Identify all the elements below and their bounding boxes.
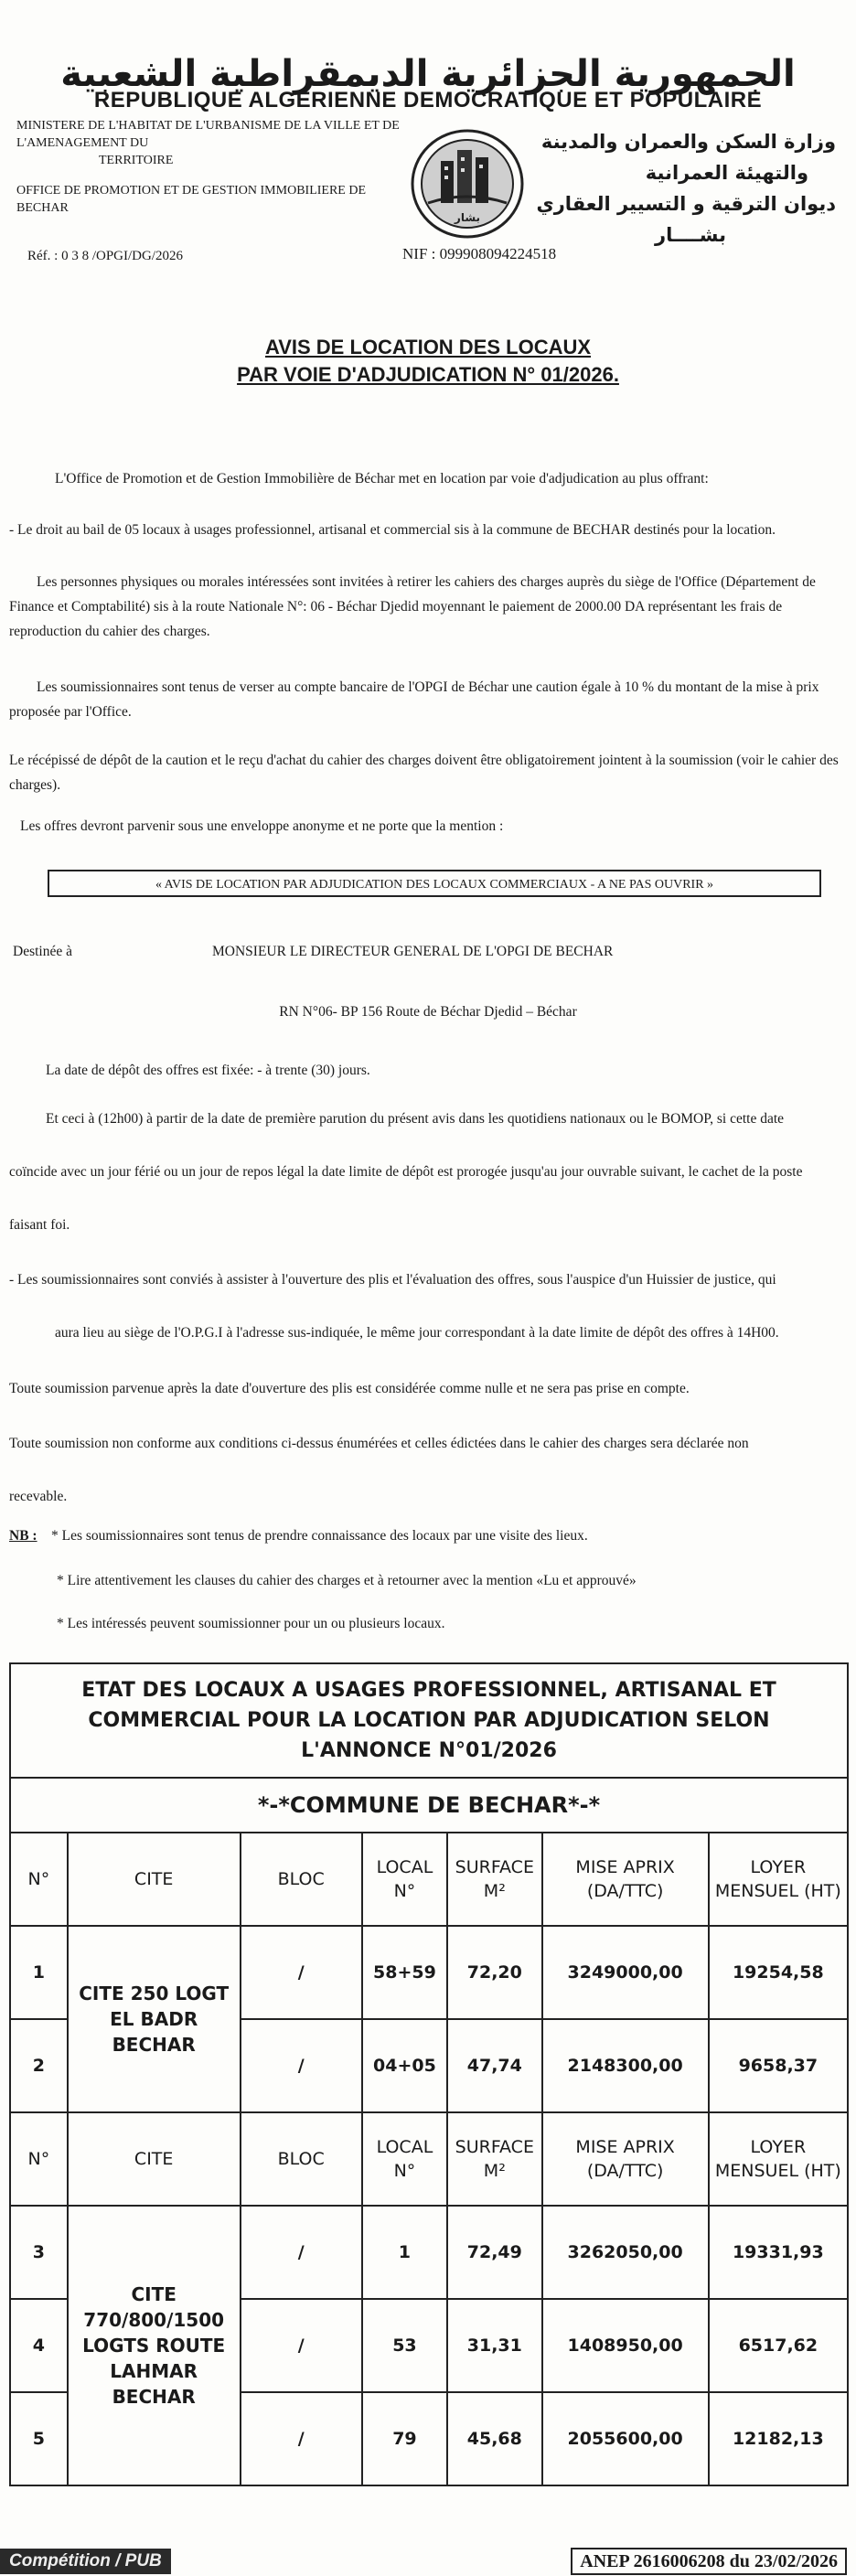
col-header-surface: SURFACE M² (447, 2112, 542, 2206)
office-ar-line-2: بشــــار (655, 224, 726, 246)
nb-label: NB : (9, 1528, 37, 1544)
cell-cite-group-2: CITE 770/800/1500 LOGTS ROUTE LAHMAR BECHAR (68, 2206, 241, 2485)
footer-anep-reference: ANEP 2616006208 du 23/02/2026 (571, 2548, 847, 2575)
col-header-loyer: LOYER MENSUEL (HT) (709, 1833, 848, 1926)
col-header-mise: MISE APRIX (DA/TTC) (542, 1833, 709, 1926)
destinee-value: MONSIEUR LE DIRECTEUR GENERAL DE L'OPGI DE BECHAR (212, 944, 614, 959)
office-line-1: OFFICE DE PROMOTION ET DE GESTION IMMOBILIERE DE (16, 184, 367, 198)
cell-surface: 45,68 (447, 2392, 542, 2485)
logo-caption: بشار (454, 211, 481, 224)
cell-bloc: / (241, 1926, 362, 2019)
cell-local: 79 (362, 2392, 447, 2485)
locaux-table (9, 1662, 849, 2486)
cell-bloc: / (241, 2299, 362, 2392)
table-commune-row (10, 1778, 848, 1833)
nif-number: NIF : 099908094224518 (402, 245, 557, 262)
cell-cite-group-1: CITE 250 LOGT EL BADR BECHAR (68, 1926, 241, 2112)
col-header-bloc: BLOC (241, 2112, 362, 2206)
cell-mise: 2148300,00 (542, 2019, 709, 2112)
cell-mise: 3262050,00 (542, 2206, 709, 2299)
cell-local: 58+59 (362, 1926, 447, 2019)
ministry-block-fr (16, 117, 419, 217)
office-line-2: BECHAR (16, 201, 69, 215)
cell-loyer: 9658,37 (709, 2019, 848, 2112)
cell-local: 53 (362, 2299, 447, 2392)
paragraph-deadline-3: faisant foi. (9, 1217, 70, 1233)
ministry-line-3: TERRITOIRE (99, 154, 174, 167)
cell-n: 2 (10, 2019, 68, 2112)
cell-loyer: 6517,62 (709, 2299, 848, 2392)
paragraph-opening-2: aura lieu au siège de l'O.P.G.I à l'adresse sus-indiquée, le même jour correspondant à la date limite de dépôt des offres à 14H00. (55, 1325, 779, 1341)
col-header-cite: CITE (68, 1833, 241, 1926)
col-header-n: N° (10, 1833, 68, 1926)
paragraph-deposit-date: La date de dépôt des offres est fixée: - à trente (30) jours. (46, 1063, 370, 1078)
cell-n: 1 (10, 1926, 68, 2019)
col-header-cite: CITE (68, 2112, 241, 2206)
paragraph-deadline-2: coïncide avec un jour férié ou un jour de repos légal la date limite de dépôt est prorogée jusqu'au jour ouvrable suivant, le cachet de la poste (9, 1164, 803, 1180)
cell-surface: 72,49 (447, 2206, 542, 2299)
cell-loyer: 19254,58 (709, 1926, 848, 2019)
col-header-local: LOCAL N° (362, 2112, 447, 2206)
paragraph-non-conform-2: recevable. (9, 1489, 68, 1504)
cell-mise: 1408950,00 (542, 2299, 709, 2392)
cell-n: 3 (10, 2206, 68, 2299)
ministry-ar-line-2: والتهيئة العمرانية (645, 162, 808, 184)
cell-bloc: / (241, 2019, 362, 2112)
table-header-row-1 (10, 1833, 848, 1926)
french-republic-title: REPUBLIQUE ALGERIENNE DEMOCRATIQUE ET POPULAIRE (93, 88, 763, 112)
table-row (10, 1926, 848, 2019)
paragraph-caution: Les soumissionnaires sont tenus de verser au compte bancaire de l'OPGI de Béchar une caution égale à 10 % du montant de la mise à prix proposée par l'Office. (9, 679, 819, 720)
nb-item-3: * Les intéressés peuvent soumissionner pour un ou plusieurs locaux. (57, 1616, 445, 1631)
ministry-line-2: L'AMENAGEMENT DU (16, 136, 149, 150)
cell-mise: 3249000,00 (542, 1926, 709, 2019)
col-header-surface: SURFACE M² (447, 1833, 542, 1926)
notice-title-line-2: PAR VOIE D'ADJUDICATION N° 01/2026. (237, 363, 619, 386)
cell-mise: 2055600,00 (542, 2392, 709, 2485)
paragraph-deadline-1: Et ceci à (12h00) à partir de la date de première parution du présent avis dans les quotidiens nationaux ou le BOMOP, si cette date (46, 1111, 785, 1127)
destinee-label: Destinée à (13, 944, 72, 959)
cell-surface: 47,74 (447, 2019, 542, 2112)
destinee-address: RN N°06- BP 156 Route de Béchar Djedid – Béchar (279, 1004, 577, 1020)
cell-surface: 31,31 (447, 2299, 542, 2392)
envelope-mention-box: « AVIS DE LOCATION PAR ADJUDICATION DES LOCAUX COMMERCIAUX - A NE PAS OUVRIR » (48, 870, 821, 897)
arabic-republic-title: الجمهورية الجزائرية الديمقراطية الشعبية (60, 53, 796, 95)
paragraph-cahier-charges: Les personnes physiques ou morales intéressées sont invitées à retirer les cahiers des charges auprès du siège de l'Office (Département de Finance et Comptabilité) sis à la route Nationale N°: 06 - Béchar Djedid moyennant le paiement de 2000.00 DA représentant les frais de reproduction du cahier des charges. (9, 574, 816, 639)
nb-item-2: * Lire attentivement les clauses du cahier des charges et à retourner avec la mention «Lu et approuvé» (57, 1573, 637, 1588)
cell-n: 4 (10, 2299, 68, 2392)
table-header-row-2 (10, 2112, 848, 2206)
cell-local: 1 (362, 2206, 447, 2299)
cell-loyer: 12182,13 (709, 2392, 848, 2485)
paragraph-non-conform-1: Toute soumission non conforme aux conditions ci-dessus énumérées et celles édictées dans le cahier des charges sera déclarée non (9, 1436, 749, 1451)
paragraph-lease-right: - Le droit au bail de 05 locaux à usages professionnel, artisanal et commercial sis à la commune de BECHAR destinés pour la location. (9, 522, 776, 538)
paragraph-envelope: Les offres devront parvenir sous une enveloppe anonyme et ne porte que la mention : (20, 818, 504, 834)
cell-local: 04+05 (362, 2019, 447, 2112)
paragraph-intro: L'Office de Promotion et de Gestion Immobilière de Béchar met en location par voie d'adjudication au plus offrant: (55, 471, 709, 486)
col-header-n: N° (10, 2112, 68, 2206)
paragraph-recepisse: Le récépissé de dépôt de la caution et le reçu d'achat du cahier des charges doivent être obligatoirement jointent à la soumission (voir le cahier des charges). (9, 753, 839, 793)
footer-category: Compétition / PUB (0, 2549, 171, 2574)
reference-number: Réf. : 0 3 8 /OPGI/DG/2026 (27, 249, 183, 263)
commune-label: *-*COMMUNE DE BECHAR*-* (10, 1778, 848, 1833)
nb-item-1: * Les soumissionnaires sont tenus de prendre connaissance des locaux par une visite des lieux. (51, 1528, 588, 1544)
paragraph-opening-1: - Les soumissionnaires sont conviés à assister à l'ouverture des plis et l'évaluation des offres, sous l'auspice d'un Huissier de justice, qui (9, 1272, 776, 1288)
cell-bloc: / (241, 2392, 362, 2485)
notice-title (0, 334, 856, 389)
cell-n: 5 (10, 2392, 68, 2485)
col-header-mise: MISE APRIX (DA/TTC) (542, 2112, 709, 2206)
ministry-ar-line-1: وزارة السكن والعمران والمدينة (540, 131, 836, 153)
ministry-block-ar (488, 126, 836, 251)
col-header-loyer: LOYER MENSUEL (HT) (709, 2112, 848, 2206)
cell-loyer: 19331,93 (709, 2206, 848, 2299)
col-header-bloc: BLOC (241, 1833, 362, 1926)
table-title-row (10, 1663, 848, 1778)
col-header-local: LOCAL N° (362, 1833, 447, 1926)
table-title: ETAT DES LOCAUX A USAGES PROFESSIONNEL, ARTISANAL ET COMMERCIAL POUR LA LOCATION PAR ADJUDICATION SELON L'ANNONCE N°01/2026 (10, 1663, 848, 1778)
paragraph-late-offers: Toute soumission parvenue après la date d'ouverture des plis est considérée comme nulle et ne sera pas prise en compte. (9, 1381, 690, 1396)
ministry-line-1: MINISTERE DE L'HABITAT DE L'URBANISME DE LA VILLE ET DE (16, 119, 400, 133)
notice-title-line-1: AVIS DE LOCATION DES LOCAUX (264, 336, 592, 358)
office-ar-line-1: ديوان الترقية و التسيير العقاري (536, 193, 836, 215)
cell-surface: 72,20 (447, 1926, 542, 2019)
cell-bloc: / (241, 2206, 362, 2299)
table-row (10, 2206, 848, 2299)
